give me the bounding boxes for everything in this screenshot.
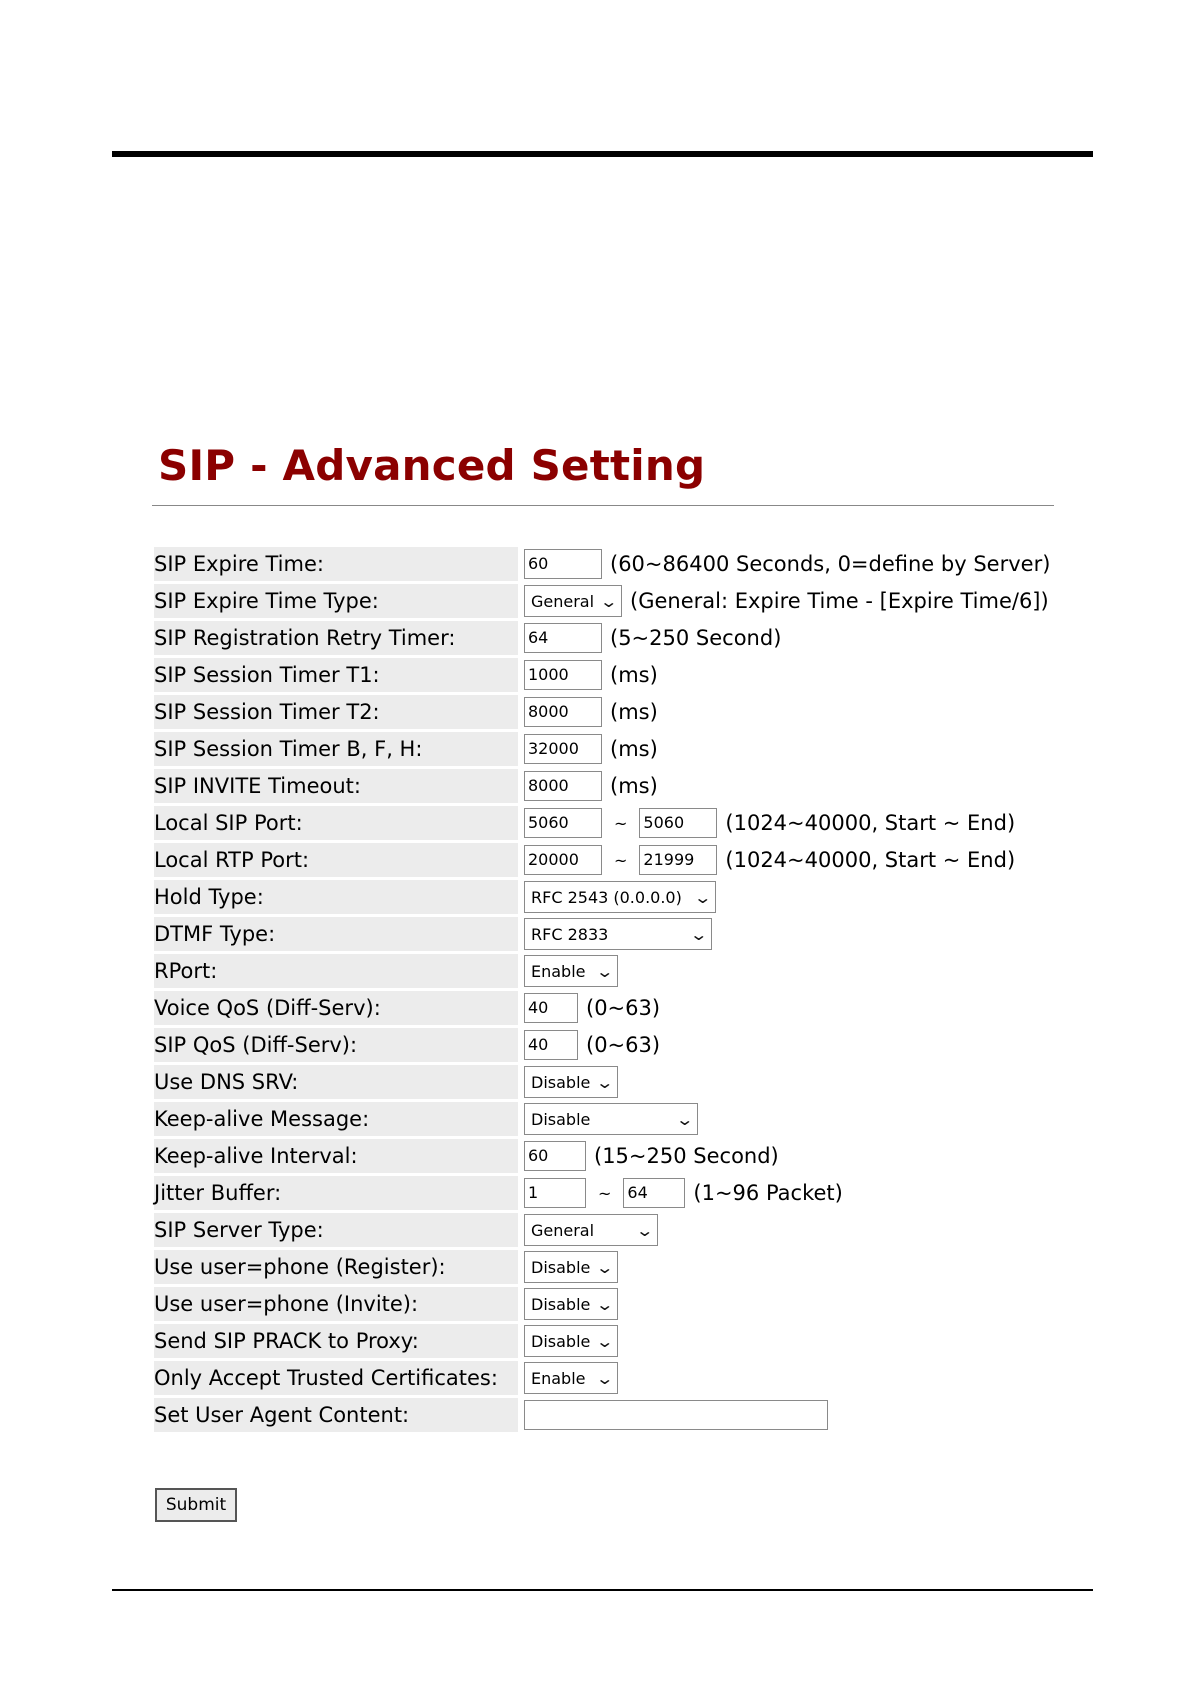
user-agent-content-input[interactable] xyxy=(524,1400,828,1430)
chevron-down-icon: ⌄ xyxy=(594,1072,614,1092)
row-sip-expire-time xyxy=(154,547,1104,581)
field-label: Voice QoS (Diff-Serv): xyxy=(154,991,518,1025)
row-sip-expire-time-type xyxy=(154,584,1104,618)
sip-expire-time-type-select[interactable] xyxy=(524,585,622,617)
field-label: SIP QoS (Diff-Serv): xyxy=(154,1028,518,1062)
chevron-down-icon: ⌄ xyxy=(692,887,712,907)
selected-value: General xyxy=(531,591,595,611)
field-label: DTMF Type: xyxy=(154,917,518,951)
sip-server-type-select[interactable] xyxy=(524,1214,658,1246)
selected-value: Enable xyxy=(531,961,586,981)
field-hint: (0~63) xyxy=(586,996,661,1020)
page-bottom-rule xyxy=(112,1589,1093,1591)
chevron-down-icon: ⌄ xyxy=(598,591,618,611)
selected-value: Disable xyxy=(531,1257,591,1277)
local-sip-port-end-input[interactable]: 5060 xyxy=(639,808,717,838)
field-label: SIP Session Timer T1: xyxy=(154,658,518,692)
field-hint: (ms) xyxy=(610,737,658,761)
field-label: Only Accept Trusted Certificates: xyxy=(154,1361,518,1395)
field-hint: (ms) xyxy=(610,774,658,798)
field-hint: (1024~40000, Start ~ End) xyxy=(725,848,1016,872)
field-label: Use user=phone (Invite): xyxy=(154,1287,518,1321)
keep-alive-message-select[interactable] xyxy=(524,1103,698,1135)
field-label: Local RTP Port: xyxy=(154,843,518,877)
field-hint: (5~250 Second) xyxy=(610,626,782,650)
field-label: SIP Registration Retry Timer: xyxy=(154,621,518,655)
use-dns-srv-select[interactable] xyxy=(524,1066,618,1098)
selected-value: Enable xyxy=(531,1368,586,1388)
chevron-down-icon: ⌄ xyxy=(594,1331,614,1351)
field-label: SIP INVITE Timeout: xyxy=(154,769,518,803)
user-phone-register-select[interactable] xyxy=(524,1251,618,1283)
sip-expire-time-input[interactable]: 60 xyxy=(524,549,602,579)
row-sip-registration-retry-timer xyxy=(154,621,1104,655)
selected-value: Disable xyxy=(531,1109,591,1129)
field-label: Send SIP PRACK to Proxy: xyxy=(154,1324,518,1358)
row-rport xyxy=(154,954,1104,988)
row-keep-alive-interval xyxy=(154,1139,1104,1173)
title-divider xyxy=(152,505,1054,506)
field-label: Local SIP Port: xyxy=(154,806,518,840)
field-label: Hold Type: xyxy=(154,880,518,914)
field-label: SIP Server Type: xyxy=(154,1213,518,1247)
sip-invite-timeout-input[interactable]: 8000 xyxy=(524,771,602,801)
keep-alive-interval-input[interactable]: 60 xyxy=(524,1141,586,1171)
chevron-down-icon: ⌄ xyxy=(594,1257,614,1277)
user-phone-invite-select[interactable] xyxy=(524,1288,618,1320)
row-sip-server-type xyxy=(154,1213,1104,1247)
chevron-down-icon: ⌄ xyxy=(594,1294,614,1314)
field-hint: (15~250 Second) xyxy=(594,1144,779,1168)
sip-session-timer-t1-input[interactable]: 1000 xyxy=(524,660,602,690)
row-keep-alive-message xyxy=(154,1102,1104,1136)
row-sip-invite-timeout xyxy=(154,769,1104,803)
submit-button[interactable]: Submit xyxy=(155,1488,237,1522)
range-separator: ~ xyxy=(614,850,628,870)
field-label: Use user=phone (Register): xyxy=(154,1250,518,1284)
trusted-certificates-select[interactable] xyxy=(524,1362,618,1394)
field-hint: (1~96 Packet) xyxy=(693,1181,843,1205)
selected-value: RFC 2833 xyxy=(531,924,609,944)
field-label: RPort: xyxy=(154,954,518,988)
local-rtp-port-start-input[interactable]: 20000 xyxy=(524,845,602,875)
row-hold-type xyxy=(154,880,1104,914)
sip-qos-input[interactable]: 40 xyxy=(524,1030,578,1060)
field-label: SIP Expire Time: xyxy=(154,547,518,581)
row-use-dns-srv xyxy=(154,1065,1104,1099)
sip-session-timer-t2-input[interactable]: 8000 xyxy=(524,697,602,727)
field-label: SIP Session Timer T2: xyxy=(154,695,518,729)
sip-registration-retry-timer-input[interactable]: 64 xyxy=(524,623,602,653)
page-top-rule xyxy=(112,151,1093,157)
field-label: Set User Agent Content: xyxy=(154,1398,518,1432)
field-label: SIP Session Timer B, F, H: xyxy=(154,732,518,766)
row-send-sip-prack xyxy=(154,1324,1104,1358)
row-sip-session-timer-bfh xyxy=(154,732,1104,766)
field-label: Jitter Buffer: xyxy=(154,1176,518,1210)
row-dtmf-type xyxy=(154,917,1104,951)
rport-select[interactable] xyxy=(524,955,618,987)
field-hint: (General: Expire Time - [Expire Time/6]) xyxy=(630,589,1049,613)
selected-value: Disable xyxy=(531,1072,591,1092)
chevron-down-icon: ⌄ xyxy=(634,1220,654,1240)
range-separator: ~ xyxy=(614,813,628,833)
chevron-down-icon: ⌄ xyxy=(594,961,614,981)
chevron-down-icon: ⌄ xyxy=(594,1368,614,1388)
row-sip-session-timer-t2 xyxy=(154,695,1104,729)
field-hint: (60~86400 Seconds, 0=define by Server) xyxy=(610,552,1051,576)
jitter-buffer-end-input[interactable]: 64 xyxy=(623,1178,685,1208)
row-jitter-buffer xyxy=(154,1176,1104,1210)
page-title: SIP - Advanced Setting xyxy=(158,441,706,490)
row-local-rtp-port xyxy=(154,843,1104,877)
row-sip-qos xyxy=(154,1028,1104,1062)
local-sip-port-start-input[interactable]: 5060 xyxy=(524,808,602,838)
field-label: SIP Expire Time Type: xyxy=(154,584,518,618)
selected-value: General xyxy=(531,1220,595,1240)
selected-value: RFC 2543 (0.0.0.0) xyxy=(531,887,682,907)
row-trusted-certificates xyxy=(154,1361,1104,1395)
row-local-sip-port xyxy=(154,806,1104,840)
field-hint: (0~63) xyxy=(586,1033,661,1057)
chevron-down-icon: ⌄ xyxy=(674,1109,694,1129)
chevron-down-icon: ⌄ xyxy=(688,924,708,944)
hold-type-select[interactable] xyxy=(524,881,716,913)
field-label: Keep-alive Message: xyxy=(154,1102,518,1136)
field-hint: (ms) xyxy=(610,663,658,687)
field-label: Use DNS SRV: xyxy=(154,1065,518,1099)
local-rtp-port-end-input[interactable]: 21999 xyxy=(639,845,717,875)
selected-value: Disable xyxy=(531,1331,591,1351)
row-voice-qos xyxy=(154,991,1104,1025)
row-user-phone-invite xyxy=(154,1287,1104,1321)
field-hint: (1024~40000, Start ~ End) xyxy=(725,811,1016,835)
row-sip-session-timer-t1 xyxy=(154,658,1104,692)
selected-value: Disable xyxy=(531,1294,591,1314)
sip-session-timer-bfh-input[interactable]: 32000 xyxy=(524,734,602,764)
dtmf-type-select[interactable] xyxy=(524,918,712,950)
field-hint: (ms) xyxy=(610,700,658,724)
row-user-phone-register xyxy=(154,1250,1104,1284)
send-sip-prack-select[interactable] xyxy=(524,1325,618,1357)
jitter-buffer-start-input[interactable]: 1 xyxy=(524,1178,586,1208)
voice-qos-input[interactable]: 40 xyxy=(524,993,578,1023)
field-label: Keep-alive Interval: xyxy=(154,1139,518,1173)
range-separator: ~ xyxy=(598,1183,612,1203)
settings-form xyxy=(154,547,1104,1435)
row-user-agent-content xyxy=(154,1398,1104,1432)
